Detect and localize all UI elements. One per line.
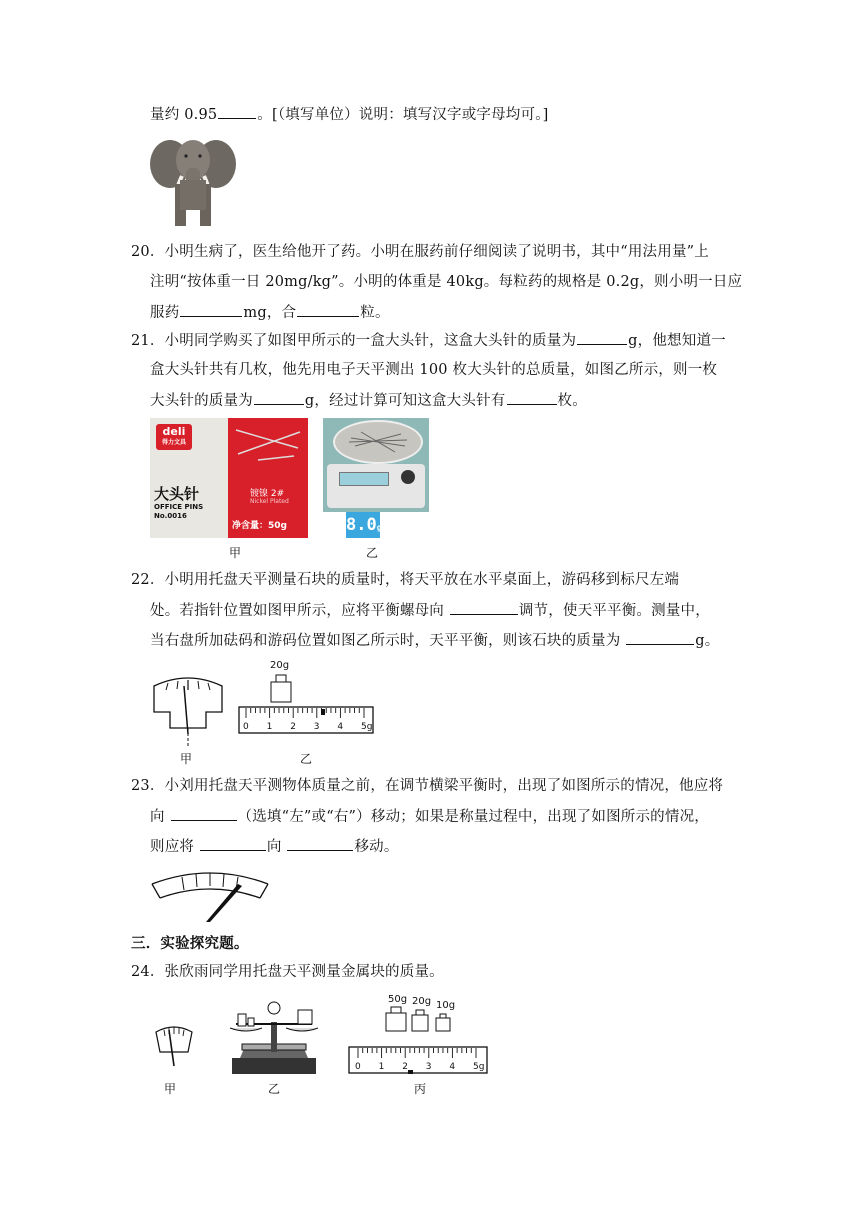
scale-body [327,464,425,508]
weight-label-20g: 20g [412,996,432,1007]
pins-box-image [150,418,308,538]
q22-line-3: 当右盘所加砝码和游码位置如图乙所示时，天平平衡，则该石块的质量为 g。 [150,630,719,651]
deli-logo: deli 得力文具 [156,424,192,450]
rider-ruler-bing [348,1046,488,1074]
caption-jia: 甲 [180,752,193,766]
answer-blank-direction-2[interactable] [287,836,353,851]
elephant-image [148,134,238,230]
pins-box-spec: 镀镍 2# [250,489,285,499]
caption-jia: 甲 [229,546,242,560]
pins-box-net-weight: 净含量：50g [232,521,287,531]
pins-box-title: 大头针 [154,485,200,503]
pins-box-nickel: Nickel Plated [250,498,289,505]
pins-box-english: OFFICE PINS No.0016 [154,503,204,520]
answer-blank-nut-direction[interactable] [171,806,237,821]
pins-graphic [228,418,308,478]
weight-20g-icon [268,674,294,704]
rider-ruler [238,706,374,734]
caption-yi: 乙 [268,1082,281,1096]
weight-label-20g: 20g [270,660,290,671]
q19-text-line: 量约 0.95 。[（填写单位）说明：填写汉字或字母均可。] [150,104,549,125]
caption-bing: 丙 [414,1082,427,1096]
ruler-label: 2 [402,1062,408,1072]
tray-balance-image [226,1000,322,1078]
weights-set-icon [384,1006,456,1032]
caption-yi: 乙 [300,752,313,766]
caption-yi: 乙 [366,546,379,560]
section-title: 三．实验探究题。 [131,935,249,952]
electronic-scale-image [323,418,429,512]
ruler-label: 5g [361,722,373,732]
ruler-label: 3 [313,722,320,732]
ruler-label: 0 [243,722,249,732]
ruler-label: 3 [425,1062,432,1072]
ruler-label: 4 [337,722,344,732]
answer-blank-stone-mass[interactable] [626,630,694,645]
small-pointer-dial [152,1022,196,1072]
scale-lcd [339,472,389,486]
balance-pointer-dial [150,672,226,748]
ruler-label: 2 [290,722,296,732]
q23-line-3: 则应将 向 移动。 [150,836,399,857]
weight-label-50g: 50g [388,994,408,1005]
answer-blank-object[interactable] [200,836,266,851]
answer-blank-count[interactable] [297,302,359,317]
scale-pan [333,420,423,464]
q21-line-3: 大头针的质量为 g，经过计算可知这盒大头针有 枚。 [150,390,587,411]
answer-blank-pin-mass[interactable] [254,390,304,405]
q21-line-1: 21．小明同学购买了如图甲所示的一盒大头针，这盒大头针的质量为 g，他想知道一 [131,330,726,351]
answer-blank-box-mass[interactable] [577,330,627,345]
balance-scale-dial [148,864,272,924]
q22-line-2: 处。若指针位置如图甲所示，应将平衡螺母向 调节，使天平平衡。测量中， [150,600,710,621]
q22-line-1: 22．小明用托盘天平测量石块的质量时，将天平放在水平桌面上，游码移到标尺左端 [131,572,680,588]
q24-line-1: 24．张欣雨同学用托盘天平测量金属块的质量。 [131,964,444,980]
ruler-label: 0 [355,1062,361,1072]
answer-blank-mg[interactable] [180,302,242,317]
ruler-label: 5g [473,1062,485,1072]
caption-jia: 甲 [164,1082,177,1096]
ruler-label: 1 [266,722,273,732]
q23-line-2: 向 （选填“左”或“右”）移动；如果是称量过程中，出现了如图所示的情况， [150,806,709,827]
q23-line-1: 23．小刘用托盘天平测物体质量之前，在调节横梁平衡时，出现了如图所示的情况，他应将 [131,778,724,794]
q20-line-2: 注明“按体重一日 20mg/kg”。小明的体重是 40kg。每粒药的规格是 0.2g，则小明一日应 [150,274,743,290]
ruler-label: 4 [449,1062,456,1072]
answer-blank[interactable] [218,104,256,119]
answer-blank-pin-count[interactable] [507,390,557,405]
q20-line-1: 20．小明生病了，医生给他开了药。小明在服药前仔细阅读了说明书，其中“用法用量”上 [131,244,709,260]
scale-readout: 8.0g [346,512,380,538]
answer-blank-direction[interactable] [450,600,518,615]
q21-line-2: 盒大头针共有几枚，他先用电子天平测出 100 枚大头针的总质量，如图乙所示，则一枚 [150,362,718,378]
weight-label-10g: 10g [436,1000,456,1011]
q20-line-3: 服药 mg，合 粒。 [150,302,390,323]
ruler-label: 1 [378,1062,385,1072]
